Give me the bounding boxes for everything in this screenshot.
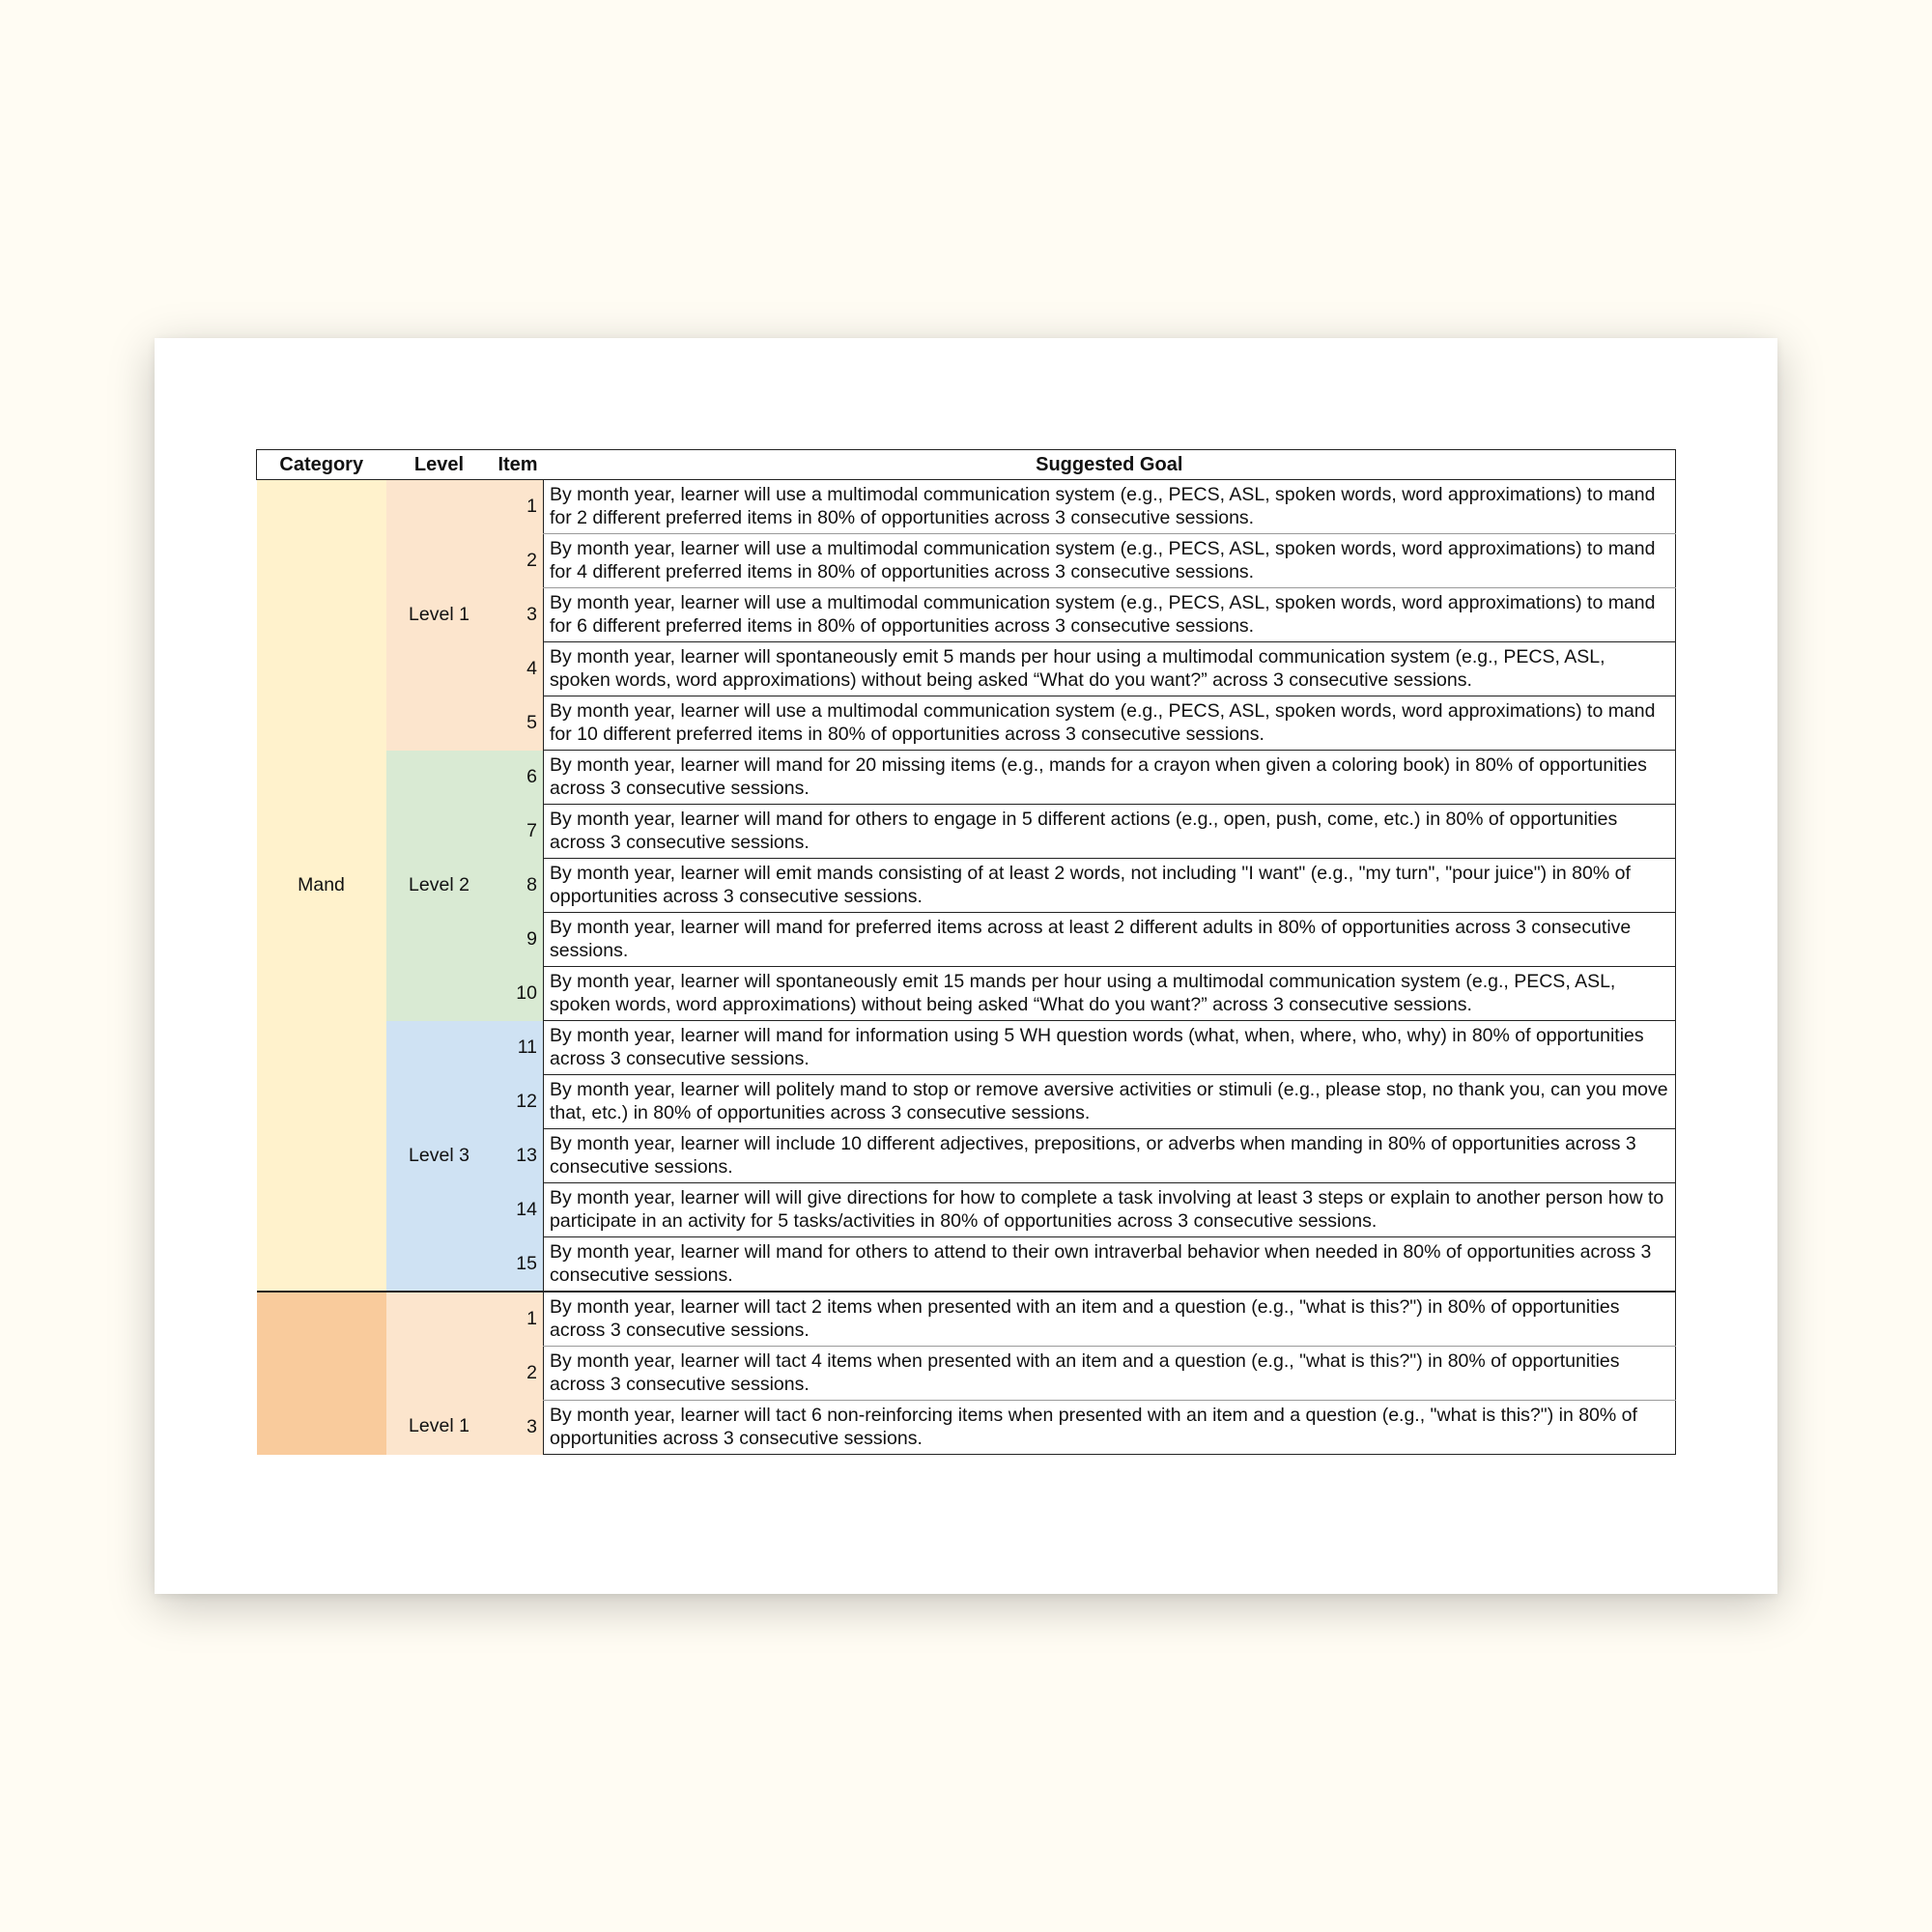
level-cell [386,1292,493,1455]
item-number: 7 [493,805,544,859]
table-row [257,751,1676,805]
item-number: 1 [493,480,544,534]
goal-text: By month year, learner will politely mand to stop or remove aversive activities or stimuli (e.g., please stop, no thank you, can you move that, etc.) in 80% of opportunities across 3 consecutive sessions. [544,1075,1676,1129]
goals-table [256,449,1676,1455]
goal-text: By month year, learner will mand for information using 5 WH question words (what, when, where, who, why) in 80% of opportunities across 3 consecutive sessions. [544,1021,1676,1075]
goal-text: By month year, learner will use a multimodal communication system (e.g., PECS, ASL, spoken words, word approximations) to mand for 4 different preferred items in 80% of opportunities across 3 consecutive sessions. [544,534,1676,588]
document-page [155,338,1777,1594]
item-number: 2 [493,1347,544,1401]
goal-text: By month year, learner will use a multimodal communication system (e.g., PECS, ASL, spoken words, word approximations) to mand for 6 different preferred items in 80% of opportunities across 3 consecutive sessions. [544,588,1676,642]
header-suggested-goal: Suggested Goal [544,450,1676,480]
item-number: 4 [493,642,544,696]
category-cell-tact [257,1292,386,1455]
goal-text: By month year, learner will tact 6 non-reinforcing items when presented with an item and a question (e.g., "what is this?") in 80% of opportunities across 3 consecutive sessions. [544,1401,1676,1455]
item-number: 2 [493,534,544,588]
item-number: 14 [493,1183,544,1237]
header-item: Item [493,450,544,480]
table-row [257,1021,1676,1075]
item-number: 6 [493,751,544,805]
table-row [257,480,1676,534]
goal-text: By month year, learner will mand for others to attend to their own intraverbal behavior when needed in 80% of opportunities across 3 consecutive sessions. [544,1237,1676,1293]
level-cell: Level 2 [386,751,493,1021]
item-number: 13 [493,1129,544,1183]
goal-text: By month year, learner will mand for preferred items across at least 2 different adults in 80% of opportunities across 3 consecutive sessions. [544,913,1676,967]
item-number: 1 [493,1292,544,1347]
item-number: 8 [493,859,544,913]
goal-text: By month year, learner will tact 2 items when presented with an item and a question (e.g., "what is this?") in 80% of opportunities across 3 consecutive sessions. [544,1292,1676,1347]
goal-text: By month year, learner will use a multimodal communication system (e.g., PECS, ASL, spoken words, word approximations) to mand for 2 different preferred items in 80% of opportunities across 3 consecutive sessions. [544,480,1676,534]
goal-text: By month year, learner will mand for others to engage in 5 different actions (e.g., open, push, come, etc.) in 80% of opportunities across 3 consecutive sessions. [544,805,1676,859]
header-level: Level [386,450,493,480]
category-cell-mand: Mand [257,480,386,1293]
item-number: 3 [493,1401,544,1455]
goal-text: By month year, learner will tact 4 items when presented with an item and a question (e.g., "what is this?") in 80% of opportunities across 3 consecutive sessions. [544,1347,1676,1401]
item-number: 9 [493,913,544,967]
item-number: 3 [493,588,544,642]
level-cell: Level 3 [386,1021,493,1293]
goal-text: By month year, learner will include 10 different adjectives, prepositions, or adverbs when manding in 80% of opportunities across 3 consecutive sessions. [544,1129,1676,1183]
header-category: Category [257,450,386,480]
header-row [257,450,1676,480]
goal-text: By month year, learner will will give directions for how to complete a task involving at least 3 steps or explain to another person how to participate in an activity for 5 tasks/activities in 80% of opportunities across 3 consecutive sessions. [544,1183,1676,1237]
item-number: 10 [493,967,544,1021]
goal-text: By month year, learner will spontaneously emit 5 mands per hour using a multimodal communication system (e.g., PECS, ASL, spoken words, word approximations) without being asked “What do you want?” across 3 consecutive sessions. [544,642,1676,696]
table-row [257,1292,1676,1347]
level-cell: Level 1 [386,480,493,751]
goal-text: By month year, learner will use a multimodal communication system (e.g., PECS, ASL, spoken words, word approximations) to mand for 10 different preferred items in 80% of opportunities across 3 consecutive sessions. [544,696,1676,751]
item-number: 15 [493,1237,544,1293]
goal-text: By month year, learner will spontaneously emit 15 mands per hour using a multimodal communication system (e.g., PECS, ASL, spoken words, word approximations) without being asked “What do you want?” across 3 consecutive sessions. [544,967,1676,1021]
goal-text: By month year, learner will emit mands consisting of at least 2 words, not including "I want" (e.g., "my turn", "pour juice") in 80% of opportunities across 3 consecutive sessions. [544,859,1676,913]
item-number: 5 [493,696,544,751]
item-number: 11 [493,1021,544,1075]
level-label: Level 1 [409,1414,469,1436]
goal-text: By month year, learner will mand for 20 missing items (e.g., mands for a crayon when given a coloring book) in 80% of opportunities across 3 consecutive sessions. [544,751,1676,805]
item-number: 12 [493,1075,544,1129]
